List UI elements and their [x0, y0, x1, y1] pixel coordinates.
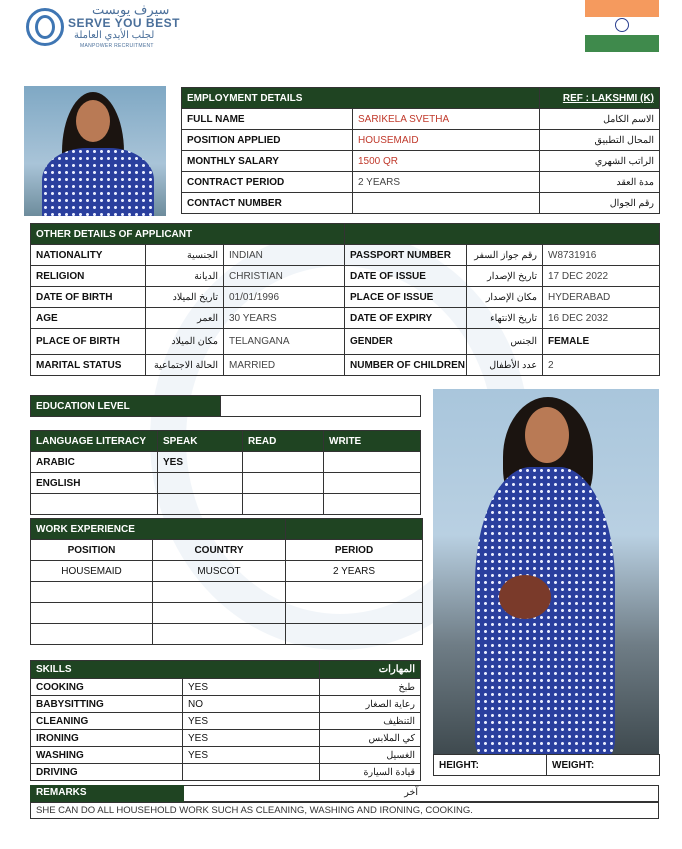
place-of-birth-value: TELANGANA	[224, 329, 345, 355]
full-name-label: FULL NAME	[182, 109, 353, 130]
work-empty	[153, 603, 286, 624]
skill-cleaning-value: YES	[183, 713, 320, 730]
dob-arabic: تاريخ الميلاد	[146, 287, 224, 308]
expiry-value: 16 DEC 2032	[543, 308, 660, 329]
work-empty	[286, 624, 423, 645]
expiry-arabic: تاريخ الانتهاء	[467, 308, 543, 329]
ref-code: REF : LAKSHMI (K)	[540, 88, 660, 109]
place-of-birth-arabic: مكان الميلاد	[146, 329, 224, 355]
logo-subtitle: MANPOWER RECRUITMENT	[80, 43, 154, 49]
arabic-read	[243, 452, 324, 473]
marital-arabic: الحالة الاجتماعية	[146, 355, 224, 376]
children-value: 2	[543, 355, 660, 376]
work-header: WORK EXPERIENCE	[31, 519, 286, 540]
skill-cooking: COOKING	[31, 679, 183, 696]
remarks-label: REMARKS	[30, 785, 184, 802]
skill-washing-value: YES	[183, 747, 320, 764]
language-arabic: ARABIC	[31, 452, 158, 473]
country-col-header: COUNTRY	[153, 540, 286, 561]
full-name-arabic: الاسم الكامل	[540, 109, 660, 130]
english-read	[243, 473, 324, 494]
skill-babysitting-arabic: رعاية الصغار	[320, 696, 421, 713]
education-value	[221, 396, 421, 417]
work-empty	[31, 603, 153, 624]
period-col-header: PERIOD	[286, 540, 423, 561]
marital-value: MARRIED	[224, 355, 345, 376]
skills-header: SKILLS	[31, 661, 320, 679]
dob-value: 01/01/1996	[224, 287, 345, 308]
issue-date-arabic: تاريخ الإصدار	[467, 266, 543, 287]
speak-header: SPEAK	[158, 431, 243, 452]
salary-label: MONTHLY SALARY	[182, 151, 353, 172]
place-of-issue-arabic: مكان الإصدار	[467, 287, 543, 308]
nationality-value: INDIAN	[224, 245, 345, 266]
children-arabic: عدد الأطفال	[467, 355, 543, 376]
applicant-photo-small	[24, 86, 166, 216]
contact-arabic: رقم الجوال	[540, 193, 660, 214]
employment-header: EMPLOYMENT DETAILS	[182, 88, 540, 109]
india-flag-icon	[585, 0, 659, 52]
education-label: EDUCATION LEVEL	[31, 396, 221, 417]
skill-driving: DRIVING	[31, 764, 183, 781]
work-empty	[286, 603, 423, 624]
full-name-value: SARIKELA SVETHA	[353, 109, 540, 130]
skill-ironing-value: YES	[183, 730, 320, 747]
skill-babysitting-value: NO	[183, 696, 320, 713]
skill-cooking-value: YES	[183, 679, 320, 696]
contract-arabic: مدة العقد	[540, 172, 660, 193]
nationality-arabic: الجنسية	[146, 245, 224, 266]
work-experience-table	[30, 518, 423, 645]
position-col-header: POSITION	[31, 540, 153, 561]
skill-driving-value	[183, 764, 320, 781]
empty-read	[243, 494, 324, 515]
nationality-label: NATIONALITY	[31, 245, 146, 266]
age-value: 30 YEARS	[224, 308, 345, 329]
read-header: READ	[243, 431, 324, 452]
skill-ironing: IRONING	[31, 730, 183, 747]
skill-washing: WASHING	[31, 747, 183, 764]
skill-cleaning: CLEANING	[31, 713, 183, 730]
skill-cleaning-arabic: التنظيف	[320, 713, 421, 730]
contract-value: 2 YEARS	[353, 172, 540, 193]
skills-header-arabic: المهارات	[320, 661, 421, 679]
position-label: POSITION APPLIED	[182, 130, 353, 151]
skill-ironing-arabic: كي الملابس	[320, 730, 421, 747]
issue-date-label: DATE OF ISSUE	[345, 266, 467, 287]
remarks-top-border	[184, 785, 659, 802]
passport-label: PASSPORT NUMBER	[345, 245, 467, 266]
write-header: WRITE	[324, 431, 421, 452]
skills-table	[30, 660, 421, 781]
other-details-table	[30, 223, 660, 376]
contact-label: CONTACT NUMBER	[182, 193, 353, 214]
language-english: ENGLISH	[31, 473, 158, 494]
issue-date-value: 17 DEC 2022	[543, 266, 660, 287]
place-of-issue-label: PLACE OF ISSUE	[345, 287, 467, 308]
salary-arabic: الراتب الشهري	[540, 151, 660, 172]
passport-value: W8731916	[543, 245, 660, 266]
position-value: HOUSEMAID	[353, 130, 540, 151]
employment-details-table	[181, 87, 660, 214]
height-label: HEIGHT:	[434, 755, 547, 776]
arabic-write	[324, 452, 421, 473]
work-position: HOUSEMAID	[31, 561, 153, 582]
skill-cooking-arabic: طبخ	[320, 679, 421, 696]
logo-english: SERVE YOU BEST	[68, 16, 180, 30]
work-empty	[153, 582, 286, 603]
skill-washing-arabic: الغسيل	[320, 747, 421, 764]
place-of-issue-value: HYDERABAD	[543, 287, 660, 308]
english-write	[324, 473, 421, 494]
weight-label: WEIGHT:	[547, 755, 660, 776]
education-table	[30, 395, 421, 417]
marital-label: MARITAL STATUS	[31, 355, 146, 376]
other-arabic: آخر	[404, 787, 418, 798]
language-header: LANGUAGE LITERACY	[31, 431, 158, 452]
salary-value: 1500 QR	[353, 151, 540, 172]
other-details-header: OTHER DETAILS OF APPLICANT	[31, 224, 345, 245]
language-empty	[31, 494, 158, 515]
empty-speak	[158, 494, 243, 515]
work-empty	[153, 624, 286, 645]
work-country: MUSCOT	[153, 561, 286, 582]
gender-value: FEMALE	[543, 329, 660, 355]
religion-arabic: الديانة	[146, 266, 224, 287]
passport-arabic: رقم جواز السفر	[467, 245, 543, 266]
remarks-text: SHE CAN DO ALL HOUSEHOLD WORK SUCH AS CLEANING, WASHING AND IRONING, COOKING.	[30, 802, 659, 819]
religion-value: CHRISTIAN	[224, 266, 345, 287]
logo-arabic-sub: لجلب الأيدي العاملة	[74, 30, 155, 41]
skill-babysitting: BABYSITTING	[31, 696, 183, 713]
age-label: AGE	[31, 308, 146, 329]
contact-value	[353, 193, 540, 214]
skill-driving-arabic: قيادة السيارة	[320, 764, 421, 781]
work-period: 2 YEARS	[286, 561, 423, 582]
applicant-photo-large	[433, 389, 659, 754]
expiry-label: DATE OF EXPIRY	[345, 308, 467, 329]
contract-label: CONTRACT PERIOD	[182, 172, 353, 193]
work-empty	[31, 624, 153, 645]
logo-arabic: سيرف يوبست	[92, 2, 170, 17]
work-empty	[286, 582, 423, 603]
age-arabic: العمر	[146, 308, 224, 329]
position-arabic: المحال التطبيق	[540, 130, 660, 151]
gender-label: GENDER	[345, 329, 467, 355]
logo-icon	[26, 8, 64, 46]
language-table	[30, 430, 421, 515]
arabic-speak: YES	[158, 452, 243, 473]
children-label: NUMBER OF CHILDREN	[345, 355, 467, 376]
place-of-birth-label: PLACE OF BIRTH	[31, 329, 146, 355]
work-empty	[31, 582, 153, 603]
dob-label: DATE OF BIRTH	[31, 287, 146, 308]
gender-arabic: الجنس	[467, 329, 543, 355]
english-speak	[158, 473, 243, 494]
religion-label: RELIGION	[31, 266, 146, 287]
empty-write	[324, 494, 421, 515]
measurements-table	[433, 754, 660, 776]
